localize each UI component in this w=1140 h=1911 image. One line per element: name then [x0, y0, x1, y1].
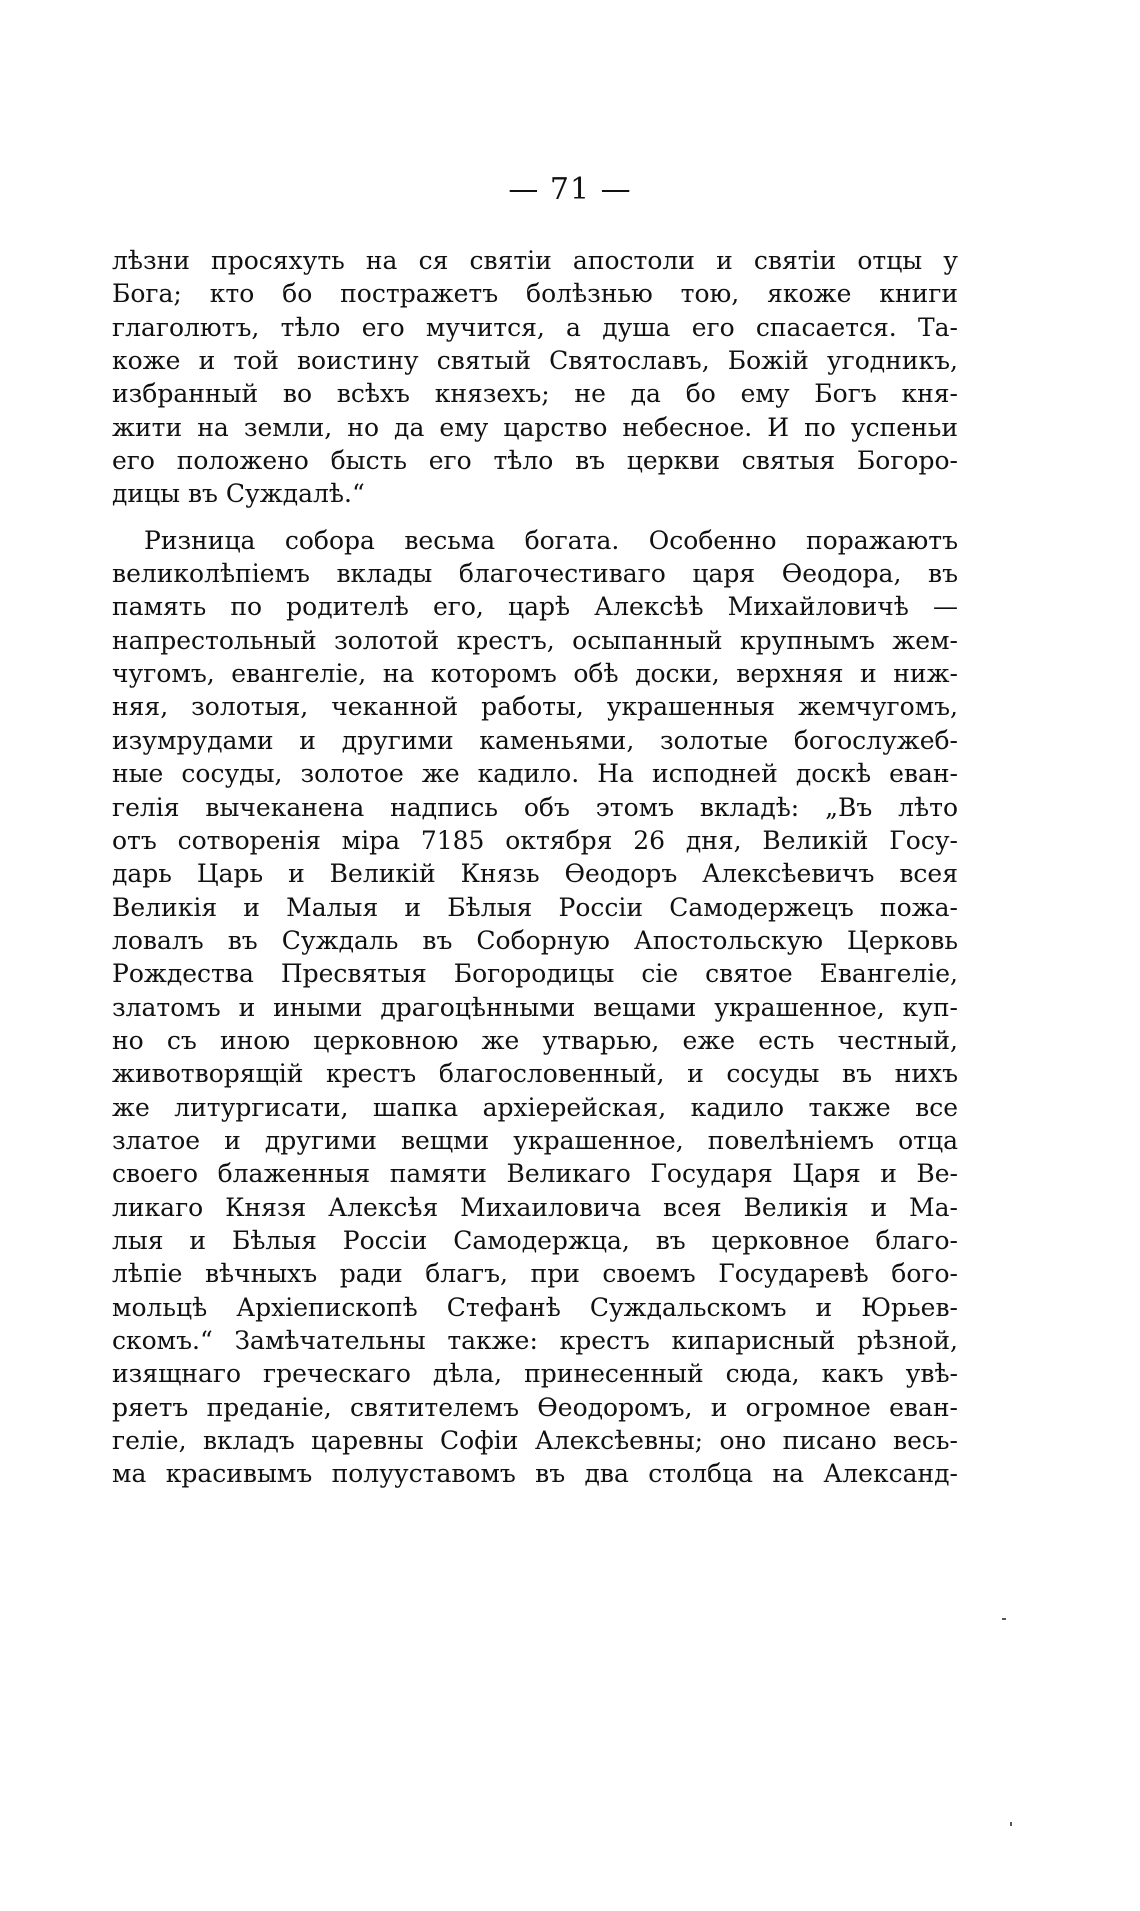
text-line: избранный во всѣхъ князехъ; не да бо ему Богъ кня- [112, 379, 958, 409]
text-line: жити на земли, но да ему царство небесное. И по успеньи [112, 412, 958, 442]
text-line: изумрудами и другими каменьями, золотые богослужеб- [112, 725, 958, 755]
text-line: скомъ.“ Замѣчательны также: крестъ кипарисный рѣзной, [112, 1326, 958, 1355]
text-line: его положено бысть его тѣло въ церкви святыя Богоро- [112, 446, 958, 476]
text-line: няя, золотыя, чеканной работы, украшенныя жемчугомъ, [112, 692, 958, 722]
text-line: дарь Царь и Великій Князь Ѳеодоръ Алексѣевичъ всея [112, 859, 958, 889]
text-line: Бога; кто бо постражетъ болѣзнью тою, якоже книги [112, 279, 958, 309]
text-line: глаголютъ, тѣло его мучится, а душа его спасается. Та- [112, 312, 958, 342]
text-line: отъ сотворенія міра 7185 октября 26 дня, Великій Госу- [112, 825, 958, 855]
text-line: напрестольный золотой крестъ, осыпанный крупнымъ жем- [112, 625, 958, 655]
text-line: дицы въ Суждалѣ.“ [112, 479, 365, 509]
text-line: Великія и Малыя и Бѣлыя Россіи Самодержецъ пожа- [112, 892, 958, 922]
text-line: ряетъ преданіе, святителемъ Ѳеодоромъ, и огромное еван- [112, 1392, 958, 1422]
text-line: изящнаго греческаго дѣла, принесенный сюда, какъ увѣ- [112, 1359, 958, 1389]
text-line: память по родителѣ его, царѣ Алексѣѣ Михайловичѣ — [112, 592, 958, 622]
paragraph-2 [112, 524, 958, 1491]
text-line: ные сосуды, золотое же кадило. На исподней доскѣ еван- [112, 759, 958, 789]
page-number: — 71 — [508, 172, 632, 207]
scan-speck [1010, 1822, 1012, 1826]
text-line: лѣпіе вѣчныхъ ради благъ, при своемъ Государевѣ бого- [112, 1259, 958, 1289]
text-line: ловалъ въ Суждаль въ Соборную Апостольскую Церковь [112, 925, 958, 955]
text-line: лѣзни просяхуть на ся святіи апостоли и святіи отцы у [112, 246, 958, 275]
text-line: чугомъ, евангеліе, на которомъ обѣ доски, верхняя и ниж- [112, 659, 958, 689]
scan-speck [1002, 1618, 1006, 1620]
text-line: геліе, вкладъ царевны Софіи Алексѣевны; оно писано весь- [112, 1426, 958, 1456]
text-line: Рождества Пресвятыя Богородицы сіе святое Евангеліе, [112, 959, 958, 989]
text-line: мольцѣ Архіепископѣ Стефанѣ Суждальскомъ и Юрьев- [112, 1292, 958, 1322]
body-text [112, 244, 958, 1491]
text-line: ликаго Князя Алексѣя Михаиловича всея Великія и Ма- [112, 1192, 958, 1222]
text-line: ма красивымъ полууставомъ въ два столбца на Александ- [112, 1459, 958, 1489]
text-line: златомъ и иными драгоцѣнными вещами украшенное, куп- [112, 992, 958, 1022]
text-line: Ризница собора весьма богата. Особенно поражаютъ [144, 525, 958, 555]
text-line: но съ иною церковною же утварью, еже есть честный, [112, 1025, 958, 1055]
text-line: животворящій крестъ благословенный, и сосуды въ нихъ [112, 1059, 958, 1089]
text-line: же литургисати, шапка архіерейская, кадило также все [112, 1092, 958, 1122]
text-line: лыя и Бѣлыя Россіи Самодержца, въ церковное благо- [112, 1225, 958, 1255]
text-line: великолѣпіемъ вклады благочестиваго царя Ѳеодора, въ [112, 559, 958, 589]
text-line: гелія вычеканена надпись объ этомъ вкладѣ: „Въ лѣто [112, 792, 958, 822]
paragraph-gap [112, 511, 958, 524]
text-line: златое и другими вещми украшенное, повелѣніемъ отца [112, 1125, 958, 1155]
text-line: коже и той воистину святый Святославъ, Божій угодникъ, [112, 346, 958, 376]
paragraph-1 [112, 244, 958, 511]
text-line: своего блаженныя памяти Великаго Государя Царя и Ве- [112, 1159, 958, 1189]
